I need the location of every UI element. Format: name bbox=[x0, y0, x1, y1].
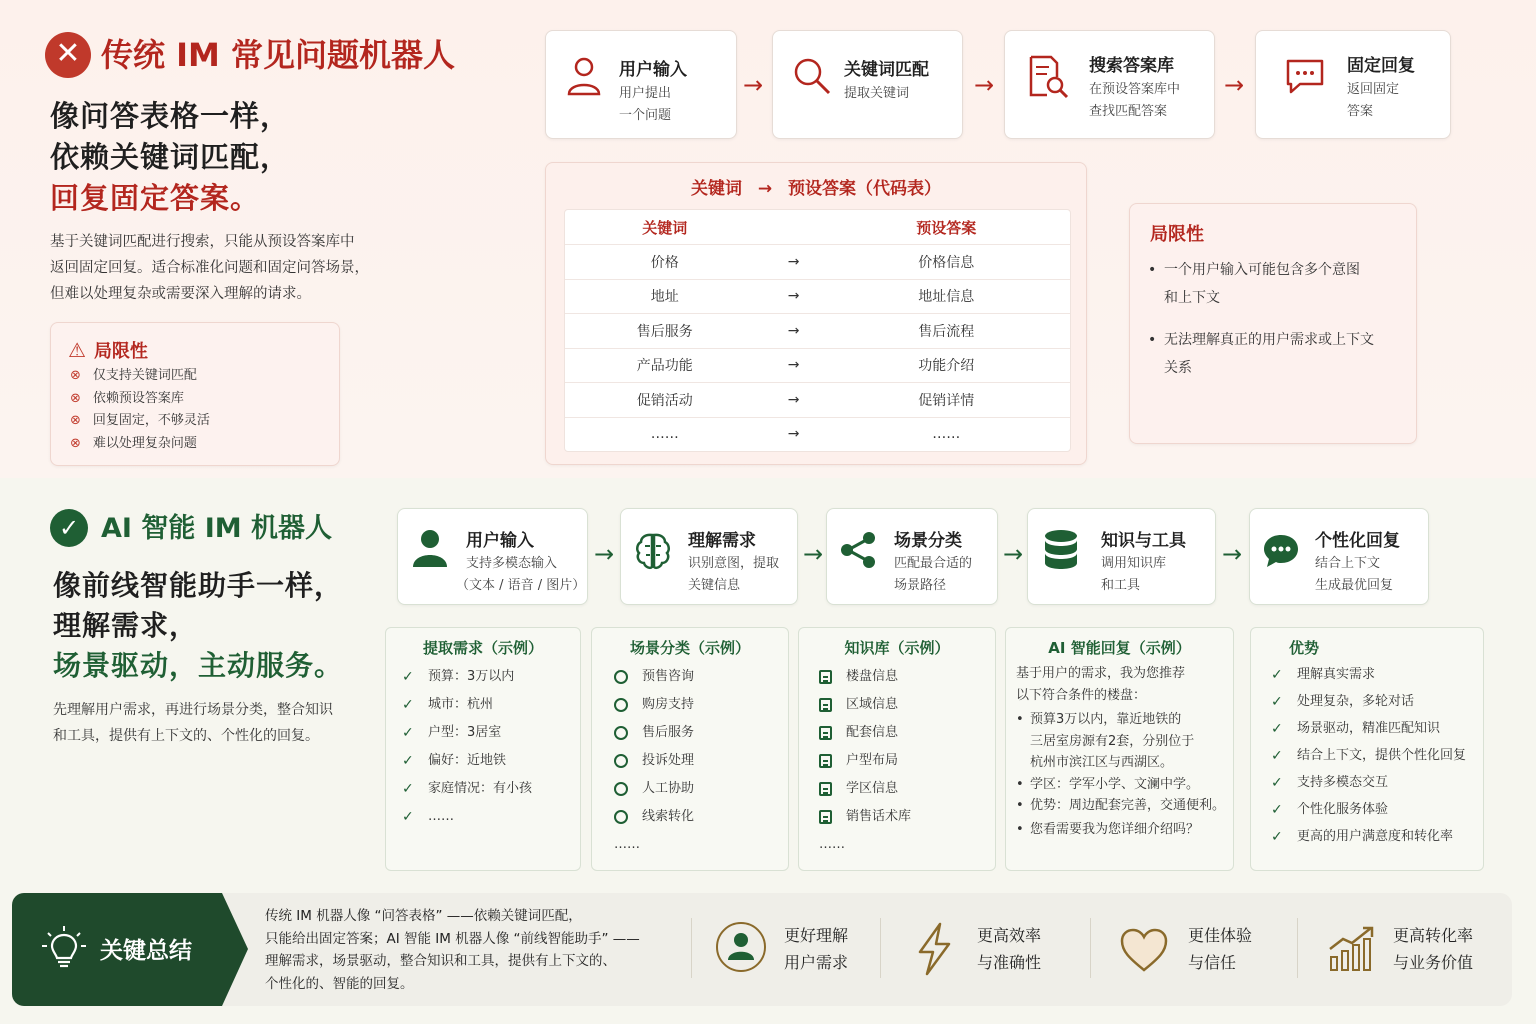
list-item: 销售话术库 bbox=[819, 803, 995, 831]
knowledge-base-panel: 知识库（示例） 楼盘信息 区域信息 配套信息 户型布局 学区信息 销售话术库 …… bbox=[798, 627, 996, 871]
limitations-card-right bbox=[1129, 203, 1417, 444]
list-item: ✓ 个性化服务体验 bbox=[1271, 796, 1483, 823]
lightbulb-icon bbox=[40, 925, 88, 975]
table-row: 售后服务 → 售后流程 bbox=[565, 313, 1070, 348]
check-icon: ✓ bbox=[402, 809, 414, 825]
benefit-efficiency: 更高效率 与准确性 bbox=[977, 926, 1042, 972]
document-icon bbox=[819, 670, 832, 684]
divider bbox=[1090, 918, 1091, 978]
check-icon: ✓ bbox=[402, 781, 414, 797]
list-item: 预售咨询 bbox=[614, 663, 788, 691]
benefit-understanding: 更好理解 用户需求 bbox=[784, 926, 849, 972]
limitation-item: ⊗ 依赖预设答案库 bbox=[70, 390, 184, 406]
document-icon bbox=[819, 782, 832, 796]
check-icon: ✓ bbox=[1271, 693, 1283, 710]
traditional-title: 传统 IM 常见问题机器人 bbox=[101, 36, 456, 74]
scene-icon bbox=[614, 754, 628, 768]
scene-icon bbox=[614, 782, 628, 796]
benefit-conversion: 更高转化率 与业务价值 bbox=[1393, 926, 1474, 972]
list-item: 学区信息 bbox=[819, 775, 995, 803]
benefit-experience: 更佳体验 与信任 bbox=[1188, 926, 1253, 972]
list-item: 楼盘信息 bbox=[819, 663, 995, 691]
list-item: ✓ 场景驱动，精准匹配知识 bbox=[1271, 715, 1483, 742]
user-icon bbox=[716, 922, 766, 972]
list-item: 区域信息 bbox=[819, 691, 995, 719]
flow-arrow: → bbox=[743, 71, 764, 99]
flow-step-knowledge-tools: 知识与工具 调用知识库 和工具 bbox=[1027, 508, 1216, 605]
list-item: ✓ 户型：3居室 bbox=[402, 719, 580, 747]
check-icon: ✓ bbox=[1271, 747, 1283, 764]
divider bbox=[1297, 918, 1298, 978]
list-item: 户型布局 bbox=[819, 747, 995, 775]
ai-heading-2: 理解需求， bbox=[53, 609, 199, 642]
document-icon bbox=[819, 810, 832, 824]
list-item: 购房支持 bbox=[614, 691, 788, 719]
lightning-icon bbox=[914, 922, 954, 976]
x-circle-icon: ⊗ bbox=[70, 390, 81, 406]
document-icon bbox=[819, 754, 832, 768]
list-item: ✓ 更高的用户满意度和转化率 bbox=[1271, 823, 1483, 850]
list-item: ✓ 结合上下文，提供个性化回复 bbox=[1271, 742, 1483, 769]
ai-description: 先理解用户需求，再进行场景分类，整合知识 和工具，提供有上下文的、个性化的回复。 bbox=[53, 702, 333, 744]
x-circle-icon: ⊗ bbox=[70, 435, 81, 451]
limitation-item: • 无法理解真正的用户需求或上下文 bbox=[1148, 332, 1374, 348]
divider bbox=[880, 918, 881, 978]
table-row: 价格 → 价格信息 bbox=[565, 244, 1070, 279]
list-item: 线索转化 bbox=[614, 803, 788, 831]
user-icon bbox=[412, 529, 448, 569]
scene-classify-panel: 场景分类（示例） 预售咨询 购房支持 售后服务 投诉处理 人工协助 线索转化 …… bbox=[591, 627, 789, 871]
list-item: ✓ 预算：3万以内 bbox=[402, 663, 580, 691]
limitations-card bbox=[50, 322, 340, 466]
limitation-list: • 一个用户输入可能包含多个意图 和上下文 • 无法理解真正的用户需求或上下文 关系 bbox=[1148, 256, 1374, 382]
search-icon bbox=[792, 56, 832, 96]
database-icon bbox=[1044, 529, 1078, 571]
advantages-panel: 优势 ✓ 理解真实需求 ✓ 处理复杂，多轮对话 ✓ 场景驱动，精准匹配知识 ✓ 结合上下文，提供个性化回复 ✓ 支持多模态交互 ✓ 个性化服务体验 ✓ 更高的用户满意度和转化率 bbox=[1250, 627, 1484, 871]
chat-bubble-icon bbox=[1284, 58, 1326, 96]
user-icon bbox=[566, 56, 602, 96]
document-search-icon bbox=[1027, 55, 1069, 99]
limitation-item: ⊗ 回复固定，不够灵活 bbox=[70, 413, 210, 428]
x-circle-icon: ⊗ bbox=[70, 413, 81, 428]
keyword-table bbox=[564, 209, 1071, 452]
extract-needs-panel: 提取需求（示例） ✓ 预算：3万以内 ✓ 城市：杭州 ✓ 户型：3居室 ✓ 偏好：近地铁 ✓ 家庭情况：有小孩 ✓ …… bbox=[385, 627, 581, 871]
list-item: • 您看需要我为您详细介绍吗？ bbox=[1016, 821, 1200, 837]
list-item: • 学区：学军小学、文澜中学。 bbox=[1016, 776, 1200, 792]
x-circle-icon: ✕ bbox=[45, 32, 91, 78]
traditional-heading-1: 像问答表格一样， bbox=[50, 99, 291, 133]
check-icon: ✓ bbox=[1271, 720, 1283, 737]
limitations-title: 局限性 bbox=[93, 341, 148, 362]
traditional-heading-3: 回复固定答案。 bbox=[50, 181, 261, 215]
summary-text: 传统 IM 机器人像 “问答表格” ——依赖关键词匹配， 只能给出固定答案；AI 智能 IM 机器人像 “前线智能助手” —— 理解需求，场景驱动，整合知识和工具，提供有上下文的、 个性化的、智能的回复。 bbox=[265, 908, 640, 992]
check-icon: ✓ bbox=[402, 697, 414, 713]
check-icon: ✓ bbox=[1271, 828, 1283, 845]
x-circle-icon: ⊗ bbox=[70, 368, 81, 383]
chat-bubble-icon bbox=[1262, 533, 1300, 569]
ai-title: AI 智能 IM 机器人 bbox=[101, 513, 333, 544]
flow-arrow: → bbox=[594, 540, 615, 568]
list-item: 售后服务 bbox=[614, 719, 788, 747]
list-item: ✓ 支持多模态交互 bbox=[1271, 769, 1483, 796]
table-header: 关键词 预设答案 bbox=[642, 218, 977, 237]
check-icon: ✓ bbox=[402, 725, 414, 741]
flow-arrow: → bbox=[1003, 540, 1024, 568]
divider bbox=[691, 918, 692, 978]
flow-arrow: → bbox=[803, 540, 824, 568]
scene-icon bbox=[614, 810, 628, 824]
flow-step-user-input: 用户输入 用户提出 一个问题 bbox=[545, 30, 737, 139]
table-row: 地址 → 地址信息 bbox=[565, 279, 1070, 314]
list-item: 配套信息 bbox=[819, 719, 995, 747]
heart-icon bbox=[1119, 927, 1169, 973]
document-icon bbox=[819, 698, 832, 712]
scene-icon bbox=[614, 726, 628, 740]
traditional-heading-2: 依赖关键词匹配， bbox=[50, 140, 291, 174]
flow-step-user-input: 用户输入 支持多模态输入 （文本 / 语音 / 图片） bbox=[397, 508, 588, 605]
table-row: …… → …… bbox=[565, 417, 1070, 452]
keyword-answer-table-card bbox=[545, 162, 1087, 465]
scene-icon bbox=[614, 698, 628, 712]
check-icon: ✓ bbox=[402, 753, 414, 769]
check-icon: ✓ bbox=[1271, 774, 1283, 791]
flow-arrow: → bbox=[974, 71, 995, 99]
flow-arrow: → bbox=[1222, 540, 1243, 568]
flow-arrow: → bbox=[1224, 71, 1245, 99]
list-item: ✓ 家庭情况：有小孩 bbox=[402, 775, 580, 803]
check-icon: ✓ bbox=[402, 669, 414, 685]
list-item: ✓ 偏好：近地铁 bbox=[402, 747, 580, 775]
growth-chart-icon bbox=[1327, 925, 1377, 973]
limitation-item: • 一个用户输入可能包含多个意图 bbox=[1148, 262, 1360, 278]
check-circle-icon: ✓ bbox=[50, 509, 88, 547]
table-row: 产品功能 → 功能介绍 bbox=[565, 348, 1070, 383]
list-item: ✓ 处理复杂，多轮对话 bbox=[1271, 688, 1483, 715]
brain-icon bbox=[633, 531, 673, 571]
list-item: ✓ 城市：杭州 bbox=[402, 691, 580, 719]
list-item: • 预算3万以内，靠近地铁的 bbox=[1016, 712, 1182, 727]
ai-heading-3: 场景驱动，主动服务。 bbox=[53, 649, 344, 682]
list-item: 人工协助 bbox=[614, 775, 788, 803]
share-icon bbox=[839, 531, 877, 569]
list-item: 投诉处理 bbox=[614, 747, 788, 775]
table-title: 关键词 → 预设答案（代码表） bbox=[690, 179, 942, 199]
limitations-title: 局限性 bbox=[1150, 224, 1204, 245]
document-icon bbox=[819, 726, 832, 740]
ai-heading-1: 像前线智能助手一样， bbox=[53, 569, 344, 602]
table-row: 促销活动 → 促销详情 bbox=[565, 382, 1070, 417]
ai-reply-panel: AI 智能回复（示例） 基于用户的需求，我为您推荐 以下符合条件的楼盘： • 预算3万以内，靠近地铁的 三居室房源有2套，分别位于 杭州市滨江区与西湖区。 • 学区：学军小学、文澜中学。 • 优势：周边配套完善，交通便利。 • 您看需要我为您详细介绍吗？ bbox=[1005, 627, 1234, 871]
limitation-item: ⊗ 仅支持关键词匹配 bbox=[70, 368, 197, 383]
flow-step-personalized-reply: 个性化回复 结合上下文 生成最优回复 bbox=[1249, 508, 1429, 605]
list-item: • 优势：周边配套完善，交通便利。 bbox=[1016, 798, 1226, 813]
scene-icon bbox=[614, 670, 628, 684]
flow-step-search-answers: 搜索答案库 在预设答案库中 查找匹配答案 bbox=[1004, 30, 1215, 139]
flow-step-scene-classify: 场景分类 匹配最合适的 场景路径 bbox=[826, 508, 998, 605]
limitation-item: ⊗ 难以处理复杂问题 bbox=[70, 435, 197, 451]
summary-label: 关键总结 bbox=[100, 938, 192, 964]
list-item: ✓ 理解真实需求 bbox=[1271, 661, 1483, 688]
check-icon: ✓ bbox=[1271, 666, 1283, 683]
traditional-description: 基于关键词匹配进行搜索，只能从预设答案库中 返回固定回复。适合标准化问题和固定问答场景， 但难以处理复杂或需要深入理解的请求。 bbox=[50, 234, 369, 302]
list-item: ✓ …… bbox=[402, 803, 580, 831]
flow-step-understand: 理解需求 识别意图，提取 关键信息 bbox=[620, 508, 798, 605]
check-icon: ✓ bbox=[1271, 801, 1283, 818]
flow-step-fixed-reply: 固定回复 返回固定 答案 bbox=[1255, 30, 1451, 139]
warning-icon: ⚠ bbox=[68, 338, 86, 362]
flow-step-keyword-match: 关键词匹配 提取关键词 bbox=[772, 30, 963, 139]
